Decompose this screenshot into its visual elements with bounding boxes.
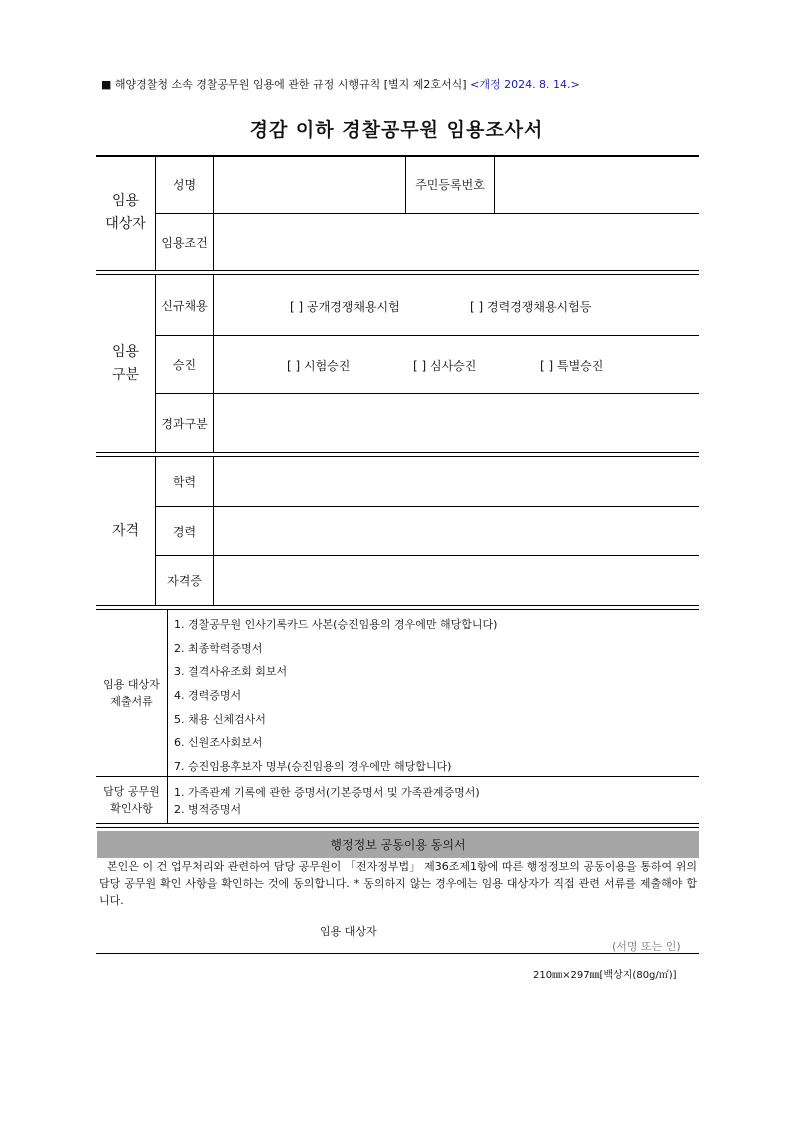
education-label: 학력: [172, 475, 197, 489]
document-item: 5. 채용 신체검사서: [174, 713, 266, 726]
appointment-condition-field[interactable]: [214, 214, 699, 270]
new-hire-label: 신규채용: [161, 298, 208, 313]
target-group-line1: 임용: [111, 193, 140, 209]
appointment-group-line2: 구분: [111, 366, 140, 383]
name-field[interactable]: [214, 156, 405, 213]
officer-check-line2: 확인사항: [110, 802, 153, 815]
review-promotion-checkbox[interactable]: [ ] 심사승진: [413, 359, 477, 373]
open-competition-checkbox[interactable]: [ ] 공개경쟁채용시험: [290, 300, 400, 314]
section-double-border: [96, 270, 699, 271]
career-field[interactable]: [214, 507, 699, 555]
documents-label-line2: 제출서류: [110, 695, 153, 708]
document-item: 2. 최종학력증명서: [174, 642, 263, 655]
signature-field[interactable]: (서명 또는 인): [612, 940, 681, 953]
form-reference-note: [101, 76, 580, 92]
row-divider: [155, 335, 699, 336]
document-item: 1. 경찰공무원 인사기록카드 사본(승진임용의 경우에만 해당합니다): [174, 618, 498, 631]
promotion-label: 승진: [172, 358, 197, 372]
column-divider: [167, 610, 168, 823]
rrn-label: 주민등록번호: [415, 178, 485, 192]
consent-body: 본인은 이 건 업무처리와 관련하여 담당 공무원이 「전자정부법」 제36조제1항에 따른 행정정보의 공동이용을 통하여 위의 담당 공무원 확인 사항을 확인하는 것에 동의합니다. * 동의하지 않는 경우에는 임용 대상자가 직접 관련 서류를 제출해야 합니다.: [99, 860, 697, 907]
section-double-border: [96, 609, 699, 610]
license-label: 자격증: [167, 574, 202, 588]
appointment-condition-label: 임용조건: [161, 235, 208, 250]
row-divider: [96, 776, 699, 777]
career-competition-checkbox[interactable]: [ ] 경력경쟁채용시험등: [470, 300, 592, 314]
target-group-label: [96, 156, 155, 270]
appointment-group-line1: 임용: [111, 343, 140, 360]
page-title: 경감 이하 경찰공무원 임용조사서: [249, 119, 544, 141]
section-double-border: [96, 823, 699, 824]
license-field[interactable]: [214, 556, 699, 605]
paper-spec: 210㎜×297㎜[백상지(80g/㎡)]: [533, 970, 677, 981]
document-item: 4. 경력증명서: [174, 689, 242, 702]
footer-border: [96, 953, 699, 954]
consent-text: [99, 858, 697, 909]
target-group-line2: 대상자: [105, 216, 146, 232]
appointment-type-group-label: [96, 275, 155, 452]
document-item: 7. 승진임용후보자 명부(승진임용의 경우에만 해당합니다): [174, 760, 452, 773]
consent-title: 행정정보 공동이용 동의서: [330, 838, 466, 852]
officer-check-label: [96, 777, 167, 823]
documents-label-line1: 임용 대상자: [103, 678, 160, 691]
qualification-group-label: 자격: [111, 522, 140, 539]
consent-title-bar: [97, 831, 699, 858]
education-field[interactable]: [214, 457, 699, 506]
exam-promotion-checkbox[interactable]: [ ] 시험승진: [287, 359, 351, 373]
transition-label: 경과구분: [161, 416, 208, 431]
regulation-note: ■ 해양경찰청 소속 경찰공무원 임용에 관한 규정 시행규칙 [별지 제2호서식]: [101, 78, 467, 91]
officer-check-line1: 담당 공무원: [103, 785, 160, 798]
special-promotion-checkbox[interactable]: [ ] 특별승진: [540, 359, 604, 373]
section-double-border: [96, 452, 699, 453]
signer-label: 임용 대상자: [320, 925, 377, 938]
name-label: 성명: [172, 178, 197, 192]
transition-field[interactable]: [214, 394, 699, 452]
section-double-border: [96, 605, 699, 606]
section-double-border: [96, 827, 699, 828]
document-item: 3. 결격사유조회 회보서: [174, 665, 288, 678]
officer-check-item: 1. 가족관계 기록에 관한 증명서(기본증명서 및 가족관계증명서): [174, 786, 480, 799]
career-label: 경력: [172, 524, 197, 539]
rrn-field[interactable]: [495, 156, 699, 213]
revision-date: <개정 2024. 8. 14.>: [470, 78, 580, 91]
officer-check-item: 2. 병적증명서: [174, 803, 242, 816]
documents-label: [96, 610, 167, 776]
document-item: 6. 신원조사회보서: [174, 736, 263, 749]
